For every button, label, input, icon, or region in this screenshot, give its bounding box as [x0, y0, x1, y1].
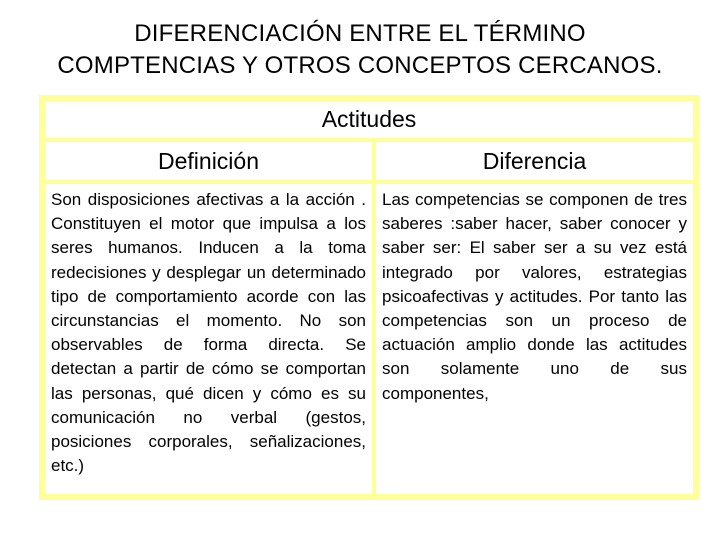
page-title — [0, 18, 720, 82]
table-header-actitudes: Actitudes — [43, 99, 695, 140]
title-line-1: DIFERENCIACIÓN ENTRE EL TÉRMINO — [134, 20, 586, 47]
comparison-table — [39, 95, 699, 500]
definition-text: Son disposiciones afectivas a la acción . Constituyen el motor que impulsa a los seres humanos. Inducen a la toma redecisiones y desplegar un determinado tipo de comportamiento acorde con las circunstancias el momento. No son observables de forma directa. Se detectan a partir de cómo se comportan las personas, qué dicen y cómo es su comunicación no verbal (gestos, posiciones corporales, señalizaciones, etc.) — [51, 190, 366, 476]
definition-cell — [43, 182, 374, 496]
difference-text: Las competencias se componen de tres saberes :saber hacer, saber conocer y saber ser: El saber ser a su vez está integrado por valores, estrategias psicoafectivas y actitudes. Por tanto las competencias son un proceso de actuación amplio donde las actitudes son solamente uno de sus componentes, — [382, 190, 687, 403]
column-header-diferencia: Diferencia — [374, 140, 695, 182]
column-header-definicion: Definición — [43, 140, 374, 182]
difference-cell — [374, 182, 695, 496]
title-line-2: COMPTENCIAS Y OTROS CONCEPTOS CERCANOS. — [57, 52, 663, 79]
